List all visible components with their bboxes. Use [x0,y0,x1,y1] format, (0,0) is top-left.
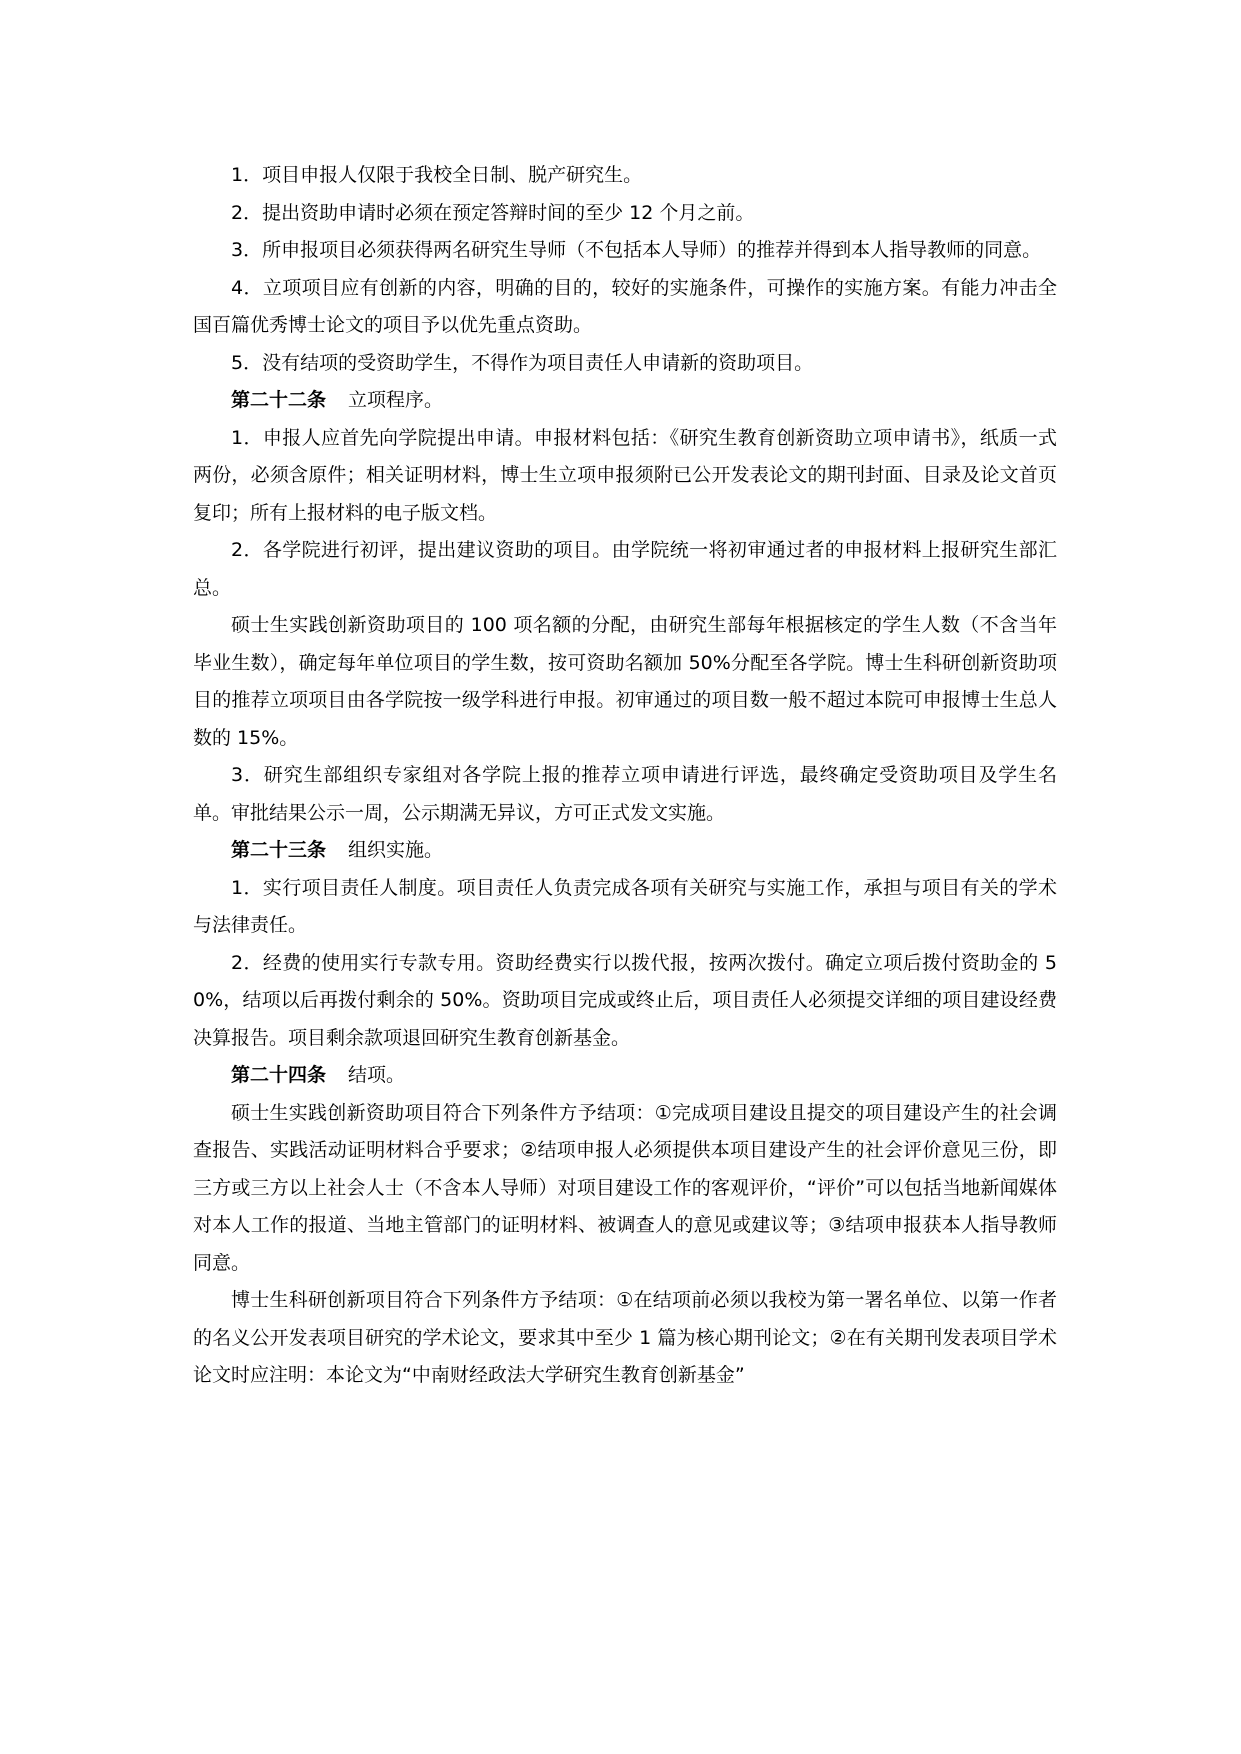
paragraph: 博士生科研创新项目符合下列条件方予结项：①在结项前必须以我校为第一署名单位、以第一作者的名义公开发表项目研究的学术论文，要求其中至少 1 篇为核心期刊论文；②在有关期刊发表项目学术论文时应注明：本论文为“中南财经政法大学研究生教育创新基金” [193,1289,1057,1386]
paragraph: 3．研究生部组织专家组对各学院上报的推荐立项申请进行评选，最终确定受资助项目及学生名单。审批结果公示一周，公示期满无异议，方可正式发文实施。 [193,764,1057,824]
paragraph: 3．所申报项目必须获得两名研究生导师（不包括本人导师）的推荐并得到本人指导教师的同意。 [231,239,1042,261]
paragraph: 1．申报人应首先向学院提出申请。申报材料包括：《研究生教育创新资助立项申请书》，纸质一式两份，必须含原件；相关证明材料，博士生立项申报须附已公开发表论文的期刊封面、目录及论文首页复印；所有上报材料的电子版文档。 [193,426,1057,524]
paragraph: 硕士生实践创新资助项目符合下列条件方予结项：①完成项目建设且提交的项目建设产生的社会调查报告、实践活动证明材料合乎要求；②结项申报人必须提供本项目建设产生的社会评价意见三份，即三方或三方以上社会人士（不含本人导师）对项目建设工作的客观评价，“评价”可以包括当地新闻媒体对本人工作的报道、当地主管部门的证明材料、被调查人的意见或建议等；③结项申报获本人指导教师同意。 [193,1101,1057,1274]
paragraph: 2．各学院进行初评，提出建议资助的项目。由学院统一将初审通过者的申报材料上报研究生部汇总。 [193,539,1057,599]
paragraph: 硕士生实践创新资助项目的 100 项名额的分配，由研究生部每年根据核定的学生人数（不含当年毕业生数），确定每年单位项目的学生数，按可资助名额加 50%分配至各学院。博士生科研创新资助项目的推荐立项项目由各学院按一级学科进行申报。初审通过的项目数一般不超过本院可申报博士生总人数的 15%。 [193,614,1057,749]
document-body [193,157,1057,1395]
article-title: 立项程序。 [348,389,444,411]
article-title: 组织实施。 [348,839,444,861]
article-number: 第二十三条 [231,839,327,861]
paragraph: 4．立项项目应有创新的内容，明确的目的，较好的实施条件，可操作的实施方案。有能力冲击全国百篇优秀博士论文的项目予以优先重点资助。 [193,276,1057,336]
article-number: 第二十二条 [231,389,327,411]
article-number: 第二十四条 [231,1064,327,1086]
paragraph: 2．经费的使用实行专款专用。资助经费实行以拨代报，按两次拨付。确定立项后拨付资助金的 50%，结项以后再拨付剩余的 50%。资助项目完成或终止后，项目责任人必须提交详细的项目建设经费决算报告。项目剩余款项退回研究生教育创新基金。 [193,951,1057,1049]
article-heading [193,1057,1057,1095]
paragraph: 1．实行项目责任人制度。项目责任人负责完成各项有关研究与实施工作，承担与项目有关的学术与法律责任。 [193,876,1057,936]
paragraph: 5．没有结项的受资助学生，不得作为项目责任人申请新的资助项目。 [231,351,814,374]
paragraph: 2．提出资助申请时必须在预定答辩时间的至少 12 个月之前。 [231,201,755,224]
article-title: 结项。 [348,1064,406,1086]
article-heading [193,382,1057,420]
article-heading [193,832,1057,870]
paragraph: 1．项目申报人仅限于我校全日制、脱产研究生。 [231,164,643,186]
